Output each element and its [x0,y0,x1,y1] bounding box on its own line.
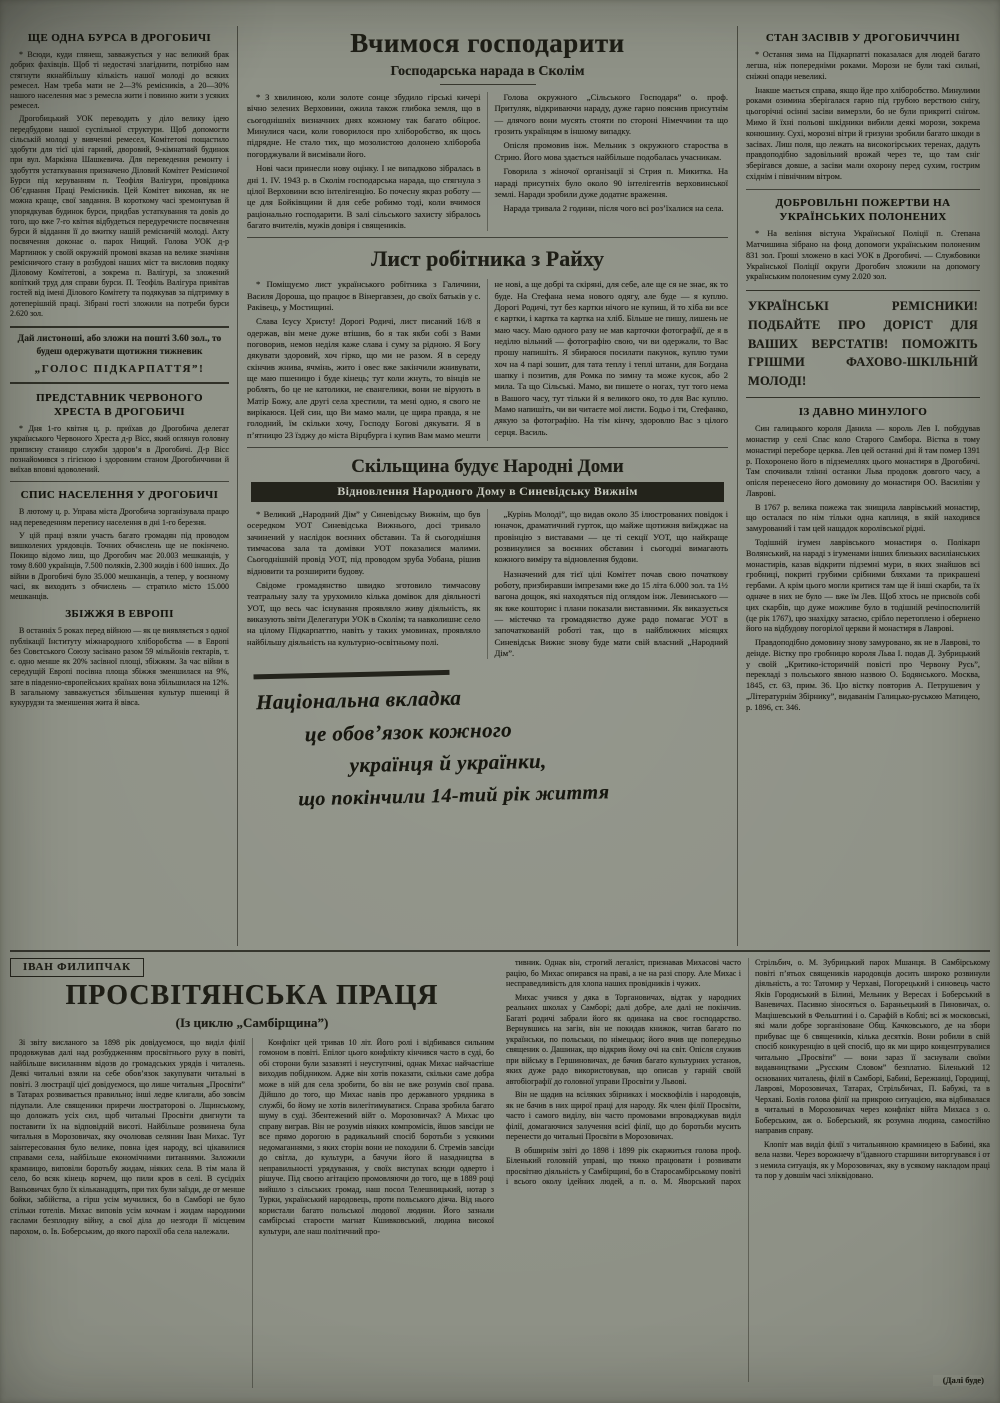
article-body [746,50,980,182]
divider-bar [253,670,449,679]
lead-subheadline: Господарська нарада в Сколім [390,63,585,79]
article-body [10,507,229,602]
article-donations [746,196,980,284]
divider-rule [440,84,536,85]
article-body [247,509,728,659]
paragraph: В 1767 р. велика пожежа так знищила лаврівський монастир, що осталася по нім тільки одна каплиця, в якій находився замурований і там цей нащадок королівської рідні. [746,502,980,534]
paragraph: Голова окружного „Сільського Господаря” о. проф. Притуляк, відкриваючи нараду, дуже гарно пояснив присутнім — длячого вони мусять стояти по стороні Німеччини та що грозить українцям в іншому випадку. [494,92,728,137]
feature-header [10,958,494,1032]
paragraph: Син галицького короля Данила — король Лев І. побудував монастир у селі Спас коло Старого Самбора. Вістка в тому монастирі переборе церква. Лев цей останні дні й там помер 1391 р. Похоронено його в підземеллях цього монастиря в Дрогобичі. Там спочивали тлінні останки Льва продовж довгого часу, а опісля перенесено його домовину до монастиря ОО. Василіян у Лаврові. [746,424,980,498]
paragraph: Михас учився у дяка в Торгановичах, відтак у народних реальних школах у Самборі; далі добре, але далі не покінчив. Багаті родичі забрали його як одинака на своє господарство. Вернувшись на загін, він не покидав книжок, читав багато по українськи, по польськи, по німецьки; його вчив ще попередньо священик о. Дашинак, що відкрив йому очі на світ. Опісля служив при війську в Гершиновичах, де бачив багато культурних установ, яких дуже радо використовував, що описав у гарній своїй автобіографії до головної управи Просвіти у Львові. [506,992,741,1086]
announcement-line: Національна вкладка [255,686,462,715]
article-grain [10,607,229,708]
article-title: ДОБРОВІЛЬНІ ПОЖЕРТВИ НА УКРАЇНСЬКИХ ПОЛОНЕНИХ [775,196,951,223]
paragraph: тивник. Однак він, строгий легаліст, признавав Михасові часто рацію, бо Михас опирався на праві, а не на разі спору. Але Михас і несправедливість для хлопа наших провідників і чужих. [506,958,741,989]
feature-left-half [10,958,494,1388]
article-body [746,229,980,283]
paragraph: В останніх 5 роках перед війною — як це виявляється з одної публікації Інституту міжнародного хліборобства — в Европі без Совєтського Союзу засівано разом 59 мільйонів гектарів, т. є. одно менше як 20% засівної площі, збіжжям. За час війни в середущій Европі посівна площа збіжжя зменшилася на 9%, зате в південно-європейських країнах вона збільшилася на 12%. В загальному завважується збільшення культур пшениці й кукурудзи та зменшення жита й вівса. [10,626,230,708]
paragraph: * Дня 1-го квітня ц. р. приїхав до Дрогобича делегат українського Червоного Хреста д-р Вісс, який оглянув головну приписну станицю служби здоров’я в Дрогобичі. Д-р Вісс познайомився з гігієною і здоровним станом Дрогобиччини й виїхав вповні вдоволений. [10,424,229,474]
feature-body-right [506,958,990,1382]
paragraph: Говорила з жіночої організації зі Стрия п. Микитка. На нараді присутніх було около 90 інтелігентів верховинської землі. Наради зробили дуже додатнє враження. [494,166,728,199]
skil-headline: Скільщина будує Народні Доми [351,456,624,478]
left-column [10,26,238,946]
middle-column [238,26,738,946]
paragraph: Клопіт мав виділ філії з читальняною крамницею в Бабині, яка вела назви. Через ворожнечу в’їдавного старшини виторгувався і от з немила ситуація, як у Морозовичах, яку в усякому накладом праці та пор у довшім часі зліквідовано. [755,1139,990,1181]
announcement-line: українця й українки, [349,749,547,779]
paragraph: Конфлікт цей тривав 10 літ. Його ролі і відбивався сильним гомоном в повіті. Епілог цього конфлікту кінчився часто в суді, бо обі сторони були зазавзяті і неуступчиві, однак Михас найчастіше виходив побідником. Адже він хотів показати, скільки саме добра може в ній для села зробити, бо він не вже розумів свої права. Дійшло до того, що Михас навів про державного урядника в службі, бо йому не хотів вилегітимуватися. Справа зробила багато шуму в суді. Збентежений війт о. Морозовичах? А Михас цю справу виграв. Він не розумів ніяких компромісів, йшов завсіди не все прямо дорогою в радикальний спосіб боротьби з усякими недомаганнями, з яких сторін вони не походили б. Стремів завсіди до світла, до культури, а бачучи його й назадництва в неправильності урядування, у своїх виступах всюди одверто і рішуче. Під своєю агітацією промовляючи до того, ще в 1889 році вийшло з сільських громад, наш посол Телешницький, нотар з Турки, український народовець, проти польського діяча. Від нього користали багато польської людової людини. Його зазнали самбірські старости магнат Кшивковський, людина високої культури, але наш політичний про- [259,1037,494,1236]
article-body [10,626,229,708]
paragraph: Інакше мається справа, якщо йде про хліборобство. Минулими роками озимина зберігалася гарно під грубою верствою снігу, цьогорічні осінні засіви вимерзли, бо не були прикриті снігом. Мимо й їхні польові шкідники вибили деякі морози, зокрема конюшину. Сухі, морозні вітри й гризуни зробили багато шкоди в засівах. Лиш поля, що лежать на високогірських теренах, дадуть правдоподібно задовільний врожай через те, що там сніг зберігався довше, а засіви мали охорону перед сухим, гострим східнім і північним вітром. [746,85,980,181]
right-column [738,26,980,946]
article-redcross [10,391,229,475]
article-title: ІЗ ДАВНО МИНУЛОГО [798,405,928,418]
article-body [10,424,229,475]
announcement-line: це обов’язок кожного [304,717,513,747]
article-body [746,424,980,713]
letter-headline: Лист робітника з Райху [370,246,605,272]
bottom-section [10,950,990,1388]
paragraph: * З хвилиною, коли золоте сонце збудило гірські кичері вічно зелених Верховини, ожила також глибока земля, що в сьогоднішніх визначних днях кожному так багато обіцює. Минулися часи, коли говорилося про хліборобство, як щось підрядне. Не стало тих, що мозолистою долонею хлібороба погорджували й висмівали його. [247,92,481,159]
paragraph: В лютому ц. р. Управа міста Дрогобича зорганізувала працю над переведенням перепису населення в дні 1-го березня. [10,507,229,527]
paragraph: * Остання зима на Підкарпатті показалася для людей багато легша, ніж попередніми роками. Морози не були такі сильні, сніжні опади невеликі. [746,50,980,81]
paragraph: „Курінь Молоді”, що видав около 35 ілюстрованих повідок і юначок, драматичний гурток, що майже щотижня виїжджає на провінцію з виставами — це ті секції УОТ, що найкраще розвинулися за воєнних обставин і сьогодні вимагають кожного виміру та відновлення будови. [494,508,728,565]
paragraph: * Великий „Народний Дім” у Синевідську Вижнім, що був осередком УОТ Синевідська Вижнього, досі тривало зачинений у наслідок воєнних обставин. Та й сьогоднішня тимчасова зала та домівки УОТ показалися малими. Сьогоднішній провід УОТ, під проводом зруба Уобана, рішив відновити та розширити будову. [247,508,481,576]
divider-rule [746,189,980,190]
article-lead [247,26,728,231]
national-insert-announcement [251,664,729,814]
paragraph: * Поміщуємо лист українського робітника з Галичини, Василя Дороша, що працює в Вінергавзен, до своїх батьків у с. Раківець, у Мостищині. [247,279,481,312]
paragraph: Опісля промовив інж. Мельник з окружного староства в Стрию. Його мова здається найбільше подобалась учасникам. [494,140,728,162]
ad-text: Дай листоноші, або зложи на пошті 3.60 зол., то будеш одержувати щотижня тижневик [17,334,222,357]
article-letter [247,244,728,441]
article-title: ЗБІЖЖЯ В ЕВРОПІ [65,608,174,621]
paragraph: Дрогобицький УОК переводить у діло велику ідею передбудови нашої суспільної структури. Щоб допомогти сільській молоді у вивченні ремесел, Комітетові пощастило здобути для тієї цілі гарний, дворовий, 9-кімнатний будинок при вул. Маркіяна Шашкевича. Для переведення ремонту і здобуття устаткування призначено Діловий Комітет Ремісничої Бурси під керуванням п. Теофіля Валігури, провідника Об’єднання Праці Ремісників. Цей Комітет виконав, як не можна краще, свої завдання. В короткому часі зремонтував й упорядкував будинок бурси, придбав устаткування та довів до того, що вже 7-го квітня відбудеться передуречисте посвячення бурси й віддання її до вжитку нашій ремісничій молоді. Акту посвячення доконає о. парох Нищий. Голова УОК д-р Мартинюк у своїй окружній промові вказав на велике значіння ремісничого стану в розбудові наших міст та висловив подяку Діловому Комітетові, а зокрема п. Валігурі, за зложений копіткий труд для справи бурси. П. Теофіль Валігура привітав гостей від імені Ділового Комітету та подякував за підтримку в дотеперішній праці. Зібрані гості зложили на потреби бурси 2.620 зол. [10,114,229,318]
article-history [746,405,980,714]
article-body [247,92,728,231]
article-body [10,50,229,319]
paragraph: Нові часи принесли нову оцінку. І не випадково зібралась в дні 1. IV. 1943 р. в Сколім господарська нарада, що стягнула з цілої Верховини всю інтелігенцію. Бо почесну якраз роботу — це для Бойківщини й для себе робимо тоді, коли вчимося раціонально господарити. В залі сільського захисту зібралось багато вчителів, мужів довіря і священиків. [247,163,481,230]
divider-rule [10,481,229,482]
article-sowing [746,31,980,183]
article-title: СПИС НАСЕЛЕННЯ У ДРОГОБИЧІ [20,489,219,502]
paragraph: Нарада тривала 2 години, після чого всі роз’їхалися на села. [503,203,724,214]
article-title: СТАН ЗАСІВІВ У ДРОГОБИЧЧИНІ [765,32,961,44]
paragraph: В обширнім звіті до 1898 і 1899 рік скаржиться голова проф. Біленький головній управі, що тяжко працювати і розвивати просвітню діяльність у Самбірщині, бо в Старосамбірському повіті і всього околу ідейних людей, а п. о. М. Яворський парох Стрільбич, о. М. Зубрицький парох Мшанця. В Самбірському повіті п’ятьох священиків народовців досить широко розвинули діяльність, а то: Татомир у Черхаві, Погорецький і синовець часто Яків Городиський в Білині, Мельник у Вересах і Боберський в Ваневичах. Пасивно зіносяться о. Бараньецький в Пиновичах, о. Мацішевський в Фельштині і о. Сарафій в Коблі; всі ж московські, які мали добре зорганізоване Общ. Качковського, де на збори прибуває ще 6 священиків, кілька десятків. Вони робили в свій спосіб конкуренцію в цей спосіб, що як ми щиро концентрувалися читальню „Просвіти” — вони зараз її заснували своїми видавництвами „Русским Словом” безплатно. Біленький 12 основаних читалень, філії в Самборі, Бабині, Бережниці, Городищі, Лаврові, Морозовичах, Татарах, Стрільбичах, П. Бабужі, та в Черхаві. Болів голова філії на прикрою ситуацією, яка відбивалася в читальні в Морозовичах через конфлікт війта Михаса з о. Боберським, аж о. Боберський, як розумна людина, самостійно направив справу. [506,958,990,1187]
top-section [10,26,990,946]
feature-subtitle: (Із циклю „Самбірщина”) [175,1014,329,1030]
ad-newspaper-name: „ГОЛОС ПІДКАРПАТТЯ”! [34,362,205,375]
paragraph: * Всюди, куди глянеш, завважується у нас великий брак добрих фахівців. Щоб ті недостачі злагіднити, потрібно нам стягнути якнайбільшу кількість нашої молоді до всяких ремесел. Нам треба мати не 2—3% ремісників, а 20—30% нашого населення має з ремесла жити і повинно жити з усяких ремесел. [10,50,229,111]
author-byline: ІВАН ФИЛИПЧАК [10,958,144,977]
article-title: ПРЕДСТАВНИК ЧЕРВОНОГО ХРЕСТА В ДРОГОБИЧІ [36,391,203,418]
lead-headline: Вчимося господарити [350,28,625,58]
subscription-ad [10,326,229,384]
paragraph: Він не щадив на всіляких збірниках і москвофілів і народовців, як не бачив в них щирої праці для народу. Як член філії Просвіти, часто і самого виділу, він часто промовами впроваджував виділ філії, домагаючися залучення всієї філії, що до боротьби мусить перенести до читальні Просвіти в Морозовичах. [506,1090,741,1142]
paragraph: * На веління вістуна Української Поліції п. Степана Матчишина зібрано на фонд допомоги українським полоненим 831 зол. Гроші зложено в касі УОК в Дрогобичі. — Службовики Української Поліції округи Дрогобич зложили на допомогу українським полоненим суму 2.020 зол. [746,229,980,282]
paragraph: Назначений для тієї цілі Комітет почав свою початкову роботу, призбиравши імпрезами вже до 15 літа 6.000 зол. та 1½ вагона дощок, які находяться під оглядом інж. Левинського — як вже кошторис і плани показали виставними. Як виказується — містечко та громадянство дуже радо помагає УОТ в започаткованій роботі так, що в найближчих місяцях Синевідськ Вижнє знову буде мати свій власний „Народний Дім”. [494,568,728,659]
feature-body-left [10,1038,494,1388]
skil-subheadline: Відновлення Народного Дому в Синевідську Вижнім [251,482,724,502]
craftsmen-appeal-box: УКРАЇНСЬКІ РЕМІСНИКИ! ПОДБАЙТЕ ПРО ДОРІСТ ДЛЯ ВАШИХ ВЕРСТАТІВ! ПОМОЖІТЬ ГРІШМИ ФАХОВО-ШКІЛЬНІЙ МОЛОДІ! [746,290,980,398]
article-narodni-domy [247,454,728,659]
feature-right-half [506,958,990,1388]
paragraph: Правдоподібно домовину знову замуровано, як не в Лаврові, то деінде. Вістку про гробницю короля Льва І. подав Д. Зубрицький у своїй „Критико-історичній повісті про Червону Русь”, перекладі з польського явною назвою О. Бодянського. Москва, 1845, ст. 63, прим. 36. Цю вістку повторив А. Петрушевич у „Літературнім Збірнику”, видаванім Галицько-руською Матицею, р. 1896, ст. 346. [746,638,980,712]
announcement-line: що покінчили 14-тий рік життя [298,781,610,811]
feature-title: ПРОСВІТЯНСЬКА ПРАЦЯ [65,980,439,1012]
paragraph: Тодішній ігумен лаврівського монастиря о. Полікарп Волянський, на нараді з ігуменами інших близьких василіанських монастирів, казав відкрити підземні мури, в яких знайшов всі гробниці, покриті грубими срібними бляхами та прикрашені гербами. А крім цього могли критися там ще й інші скарби, та їх одначе в них не було — вже їм Лев. Щоб хтось не присвоїв собі цих скарбів, що дуже можливе було в тодішній речіпосполитій (це рік 1767), цю знахідку затаєно, срібло перетоплено і обернено його на відбудову погорілої церкви й монастиря в Лаврові. [746,538,980,634]
paragraph: У цій праці взяли участь багато громадян під проводом вишколених урядовців. Точних обчислень ще не покінчено. Покищо відомо лиш, що Дрогобич має 20.003 мешканців, у тому 8.600 українців, 7.500 поляків, 2.300 жидів і 600 інших. До війни в Дрогобичі було 35.000 мешканців, а тепер, у воєнному часі, як виходить з обчислень — стратило місто 15.000 мешканців. [10,530,229,602]
article-title: ЩЕ ОДНА БУРСА В ДРОГОБИЧІ [27,32,212,44]
divider-rule [247,237,728,238]
article-body [247,279,728,441]
paragraph: Зі звіту висланого за 1898 рік довідуємося, що виділ філії продовжував далі над розбудженням просвітнього руху в повіті, найбільше висиланням відозв до громадських урядів і читалень. Деякі читальні взяли на себе обов’язок закупувати читальні в повіті. З люстрації цієї довідуємося, що лише читальня „Просвіти” в Татарах розвивається правильно; інші ледве клигали, або зовсім підупали. Але священики приречи люстраторові о. Лщинському, що доложать усіх сил, щоб читальні Просвіти двигнути та поставити їх на відповідній висоті. Найбільше розвинена була читальня в Морозовичах, яку очолював селянин Іван Михас. Тут заінтересовання було велике, повна ідея народу, всі цікавилися справами села, найбільше економічними питаннями. Заложили крамницю, виповіли боротьбу жидам, ніяких села. В тім мала й село, бо всяк кінець корчем, що пили кров в селі. В сусідніх Ваньовичах було їх кільканадцять, при тих були заїзди, де от менше бойки, забійства, а гірш усім мучилися, бо в Самборі не було стільки готелів. Михас виповів усім кочмам і жидам народними гаслами безплодну війну, а свої діла до незгоди її місцевим парохом, о. Ів. Боберським, до якого парохії оба села належали. [10,1037,245,1236]
paragraph: Слава Ісусу Христу! Дорогі Родичі, лист писаний 16/8 я одержав, він мене дуже втішив, бо я так якби собі з Вами поговорив, немов неділя каже слава і суму за рідною. Я Богу дякувати здоровий, хоч гірко, що ми не разом. Я в середу скінчив жнива, ячмінь, жито і овес вже закінчили жнивувати, ще маю пшеницю і буде кінець; тут коли жнуть, то вінців не роблять, бо це не католики, не євангелики, вони не вірують в Матір Божу, але другі села хрестили, та мені одно, я свого не вирікаюся. Цей син, що Ви мамо мали, це щира правда, я не голодний, їм скільки хочу, Господу Богові дякувати. Я в п’ятницю 23 їзджу до міста Вірцбурга і купив Вам мамо мешти не нові, а ще добрі та скіряні, для себе, але ще ся не знає, як то буде. На Стефана нема нового одягу, але буде — я куплю. Дорогі Родичі, тут без картки нічого не купиш, й то хіба ви все є картки, і картка та картка на хліб. Більше не пишу, лишень не маю часу. Маю одного разу не мав карточки фотографії, де я в неділю вільний — фотографію свою, чи ви одержали, то Вас прошу напишіть. Я збираюся посилати пакунок, куплю туми хоч на 4 парі зошит, для тата теплу і теплі штани, для Богдана шапку і позитив, для Ромка по зимну та може кусок, або 2 мила. Та що Сільські. Мамо, ви пишете о ногах, тут того нема в Вашого часу, тут тільки й я великого око, то для Вас куплю. Мамо напишіть, чи ви читаєте мої листи. Бодьо і ти, Стефанко, дякую за фотографію. На тім кінчу, здоровлю Вас з цілого серця. Василь. [247,279,728,440]
continuation-note: (Далі буде) [933,1375,984,1386]
article-census [10,488,229,602]
article-bursa [10,31,229,319]
divider-rule [247,447,728,448]
paragraph: Свідоме громадянство швидко зготовило тимчасову театральну залу та урухомило кілька домівок для діяльності УОТ, що весь час існування проявляло живу діяльність, як виказують звіти Делегатури УОК в Сколім; та навколишнє село на цілому Підкарпаттю, навіть у таких умовинах, проявляло найбільшу діяльність на культурно-освітньому полі. [247,580,481,647]
